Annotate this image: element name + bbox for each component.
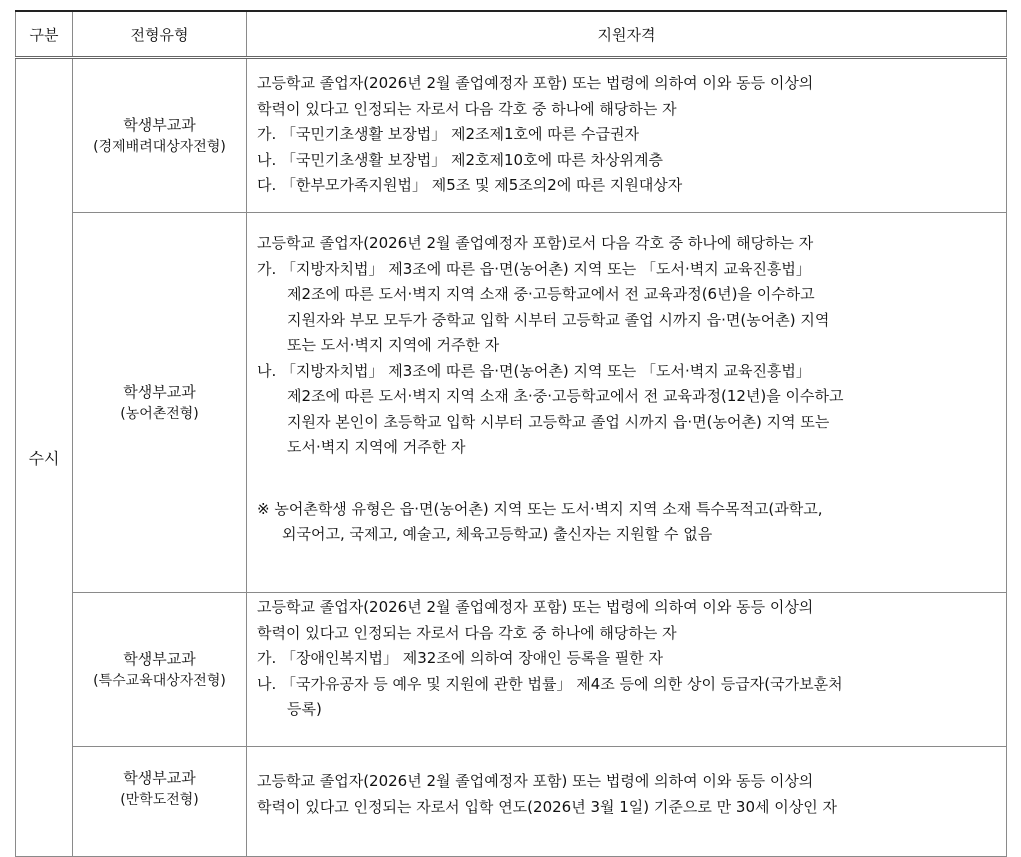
item-label: 나. — [257, 150, 282, 169]
intro-line: 고등학교 졸업자(2026년 2월 졸업예정자 포함) 또는 법령에 의하여 이와 동등 이상의 — [257, 598, 814, 616]
qualification-cell — [247, 747, 1007, 857]
table-row-special-education — [16, 593, 1007, 747]
note-text: 농어촌학생 유형은 읍·면(농어촌) 지역 또는 도서·벽지 지역 소재 특수목적고(과학고, — [274, 499, 823, 518]
header-type: 전형유형 — [73, 11, 247, 58]
intro-line: 고등학교 졸업자(2026년 2월 졸업예정자 포함) 또는 법령에 의하여 이와 동등 이상의 — [257, 74, 814, 92]
header-division: 구분 — [16, 11, 73, 58]
qualification-cell — [247, 58, 1007, 213]
list-item — [257, 359, 1000, 385]
list-item — [257, 173, 1000, 199]
list-item — [257, 148, 1000, 174]
intro-line: 학력이 있다고 인정되는 자로서 다음 각호 중 하나에 해당하는 자 — [257, 623, 677, 642]
table-row-economic — [16, 58, 1007, 213]
type-cell — [73, 747, 247, 857]
type-subtype: (특수교육대상자전형) — [93, 672, 226, 689]
item-text-continued: 지원자와 부모 모두가 중학교 입학 시부터 고등학교 졸업 시까지 읍·면(농어촌) 지역 — [287, 310, 830, 329]
intro-line: 고등학교 졸업자(2026년 2월 졸업예정자 포함) 또는 법령에 의하여 이와 동등 이상의 — [257, 772, 814, 790]
item-text-continued: 도서·벽지 지역에 거주한 자 — [287, 438, 466, 456]
admission-qualification-table — [15, 10, 1007, 857]
item-text-continued: 등록) — [287, 700, 322, 718]
qualification-cell — [247, 593, 1007, 747]
type-cell — [73, 213, 247, 593]
type-label: 학생부교과 — [123, 649, 196, 668]
table-row-adult-learner — [16, 747, 1007, 857]
item-text-continued: 지원자 본인이 초등학교 입학 시부터 고등학교 졸업 시까지 읍·면(농어촌) 지역 또는 — [287, 412, 830, 431]
item-text: 「국가유공자 등 예우 및 지원에 관한 법률」 제4조 등에 의한 상이 등급자(국가보훈처 — [281, 674, 843, 693]
item-label: 가. — [257, 125, 282, 143]
type-cell — [73, 593, 247, 747]
item-label: 다. — [257, 176, 282, 194]
intro-line: 학력이 있다고 인정되는 자로서 입학 연도(2026년 3월 1일) 기준으로 만 30세 이상인 자 — [257, 797, 837, 816]
list-item — [257, 122, 1000, 148]
note — [257, 497, 1000, 523]
item-label: 나. — [257, 674, 282, 693]
item-label: 가. — [257, 649, 282, 667]
type-label: 학생부교과 — [123, 115, 196, 134]
item-text-continued: 제2조에 따른 도서·벽지 지역 소재 중·고등학교에서 전 교육과정(6년)을 이수하고 — [287, 285, 815, 303]
note-text-continued: 외국어고, 국제고, 예술고, 체육고등학교) 출신자는 지원할 수 없음 — [282, 525, 713, 543]
header-qualification: 지원자격 — [247, 11, 1007, 58]
item-text-continued: 또는 도서·벽지 지역에 거주한 자 — [287, 336, 500, 354]
item-text: 「장애인복지법」 제32조에 의하여 장애인 등록을 필한 자 — [281, 649, 664, 667]
type-label: 학생부교과 — [123, 769, 196, 787]
item-text: 「지방자치법」 제3조에 따른 읍·면(농어촌) 지역 또는 「도서·벽지 교육진흥법」 — [281, 361, 811, 380]
list-item — [257, 646, 1000, 672]
type-label: 학생부교과 — [123, 382, 196, 401]
type-subtype: (경제배려대상자전형) — [93, 138, 226, 155]
note-mark: ※ — [257, 499, 275, 518]
item-text: 「국민기초생활 보장법」 제2조제1호에 따른 수급권자 — [281, 125, 639, 143]
type-subtype: (만학도전형) — [120, 792, 199, 808]
qualification-cell — [247, 213, 1007, 593]
intro-line: 학력이 있다고 인정되는 자로서 다음 각호 중 하나에 해당하는 자 — [257, 99, 677, 118]
type-cell — [73, 58, 247, 213]
item-label: 가. — [257, 259, 282, 278]
item-text-continued: 제2조에 따른 도서·벽지 지역 소재 초·중·고등학교에서 전 교육과정(12년)을 이수하고 — [287, 387, 844, 405]
type-subtype: (농어촌전형) — [120, 405, 199, 422]
list-item — [257, 672, 1000, 698]
item-label: 나. — [257, 361, 282, 380]
division-cell: 수시 — [16, 58, 73, 857]
intro-line: 고등학교 졸업자(2026년 2월 졸업예정자 포함)로서 다음 각호 중 하나에 해당하는 자 — [257, 234, 814, 252]
item-text: 「지방자치법」 제3조에 따른 읍·면(농어촌) 지역 또는 「도서·벽지 교육진흥법」 — [281, 259, 811, 278]
table-row-rural — [16, 213, 1007, 593]
spacer — [257, 461, 1000, 497]
list-item — [257, 257, 1000, 283]
item-text: 「국민기초생활 보장법」 제2호제10호에 따른 차상위계층 — [281, 150, 664, 169]
item-text: 「한부모가족지원법」 제5조 및 제5조의2에 따른 지원대상자 — [281, 176, 683, 194]
header-row — [16, 11, 1007, 58]
